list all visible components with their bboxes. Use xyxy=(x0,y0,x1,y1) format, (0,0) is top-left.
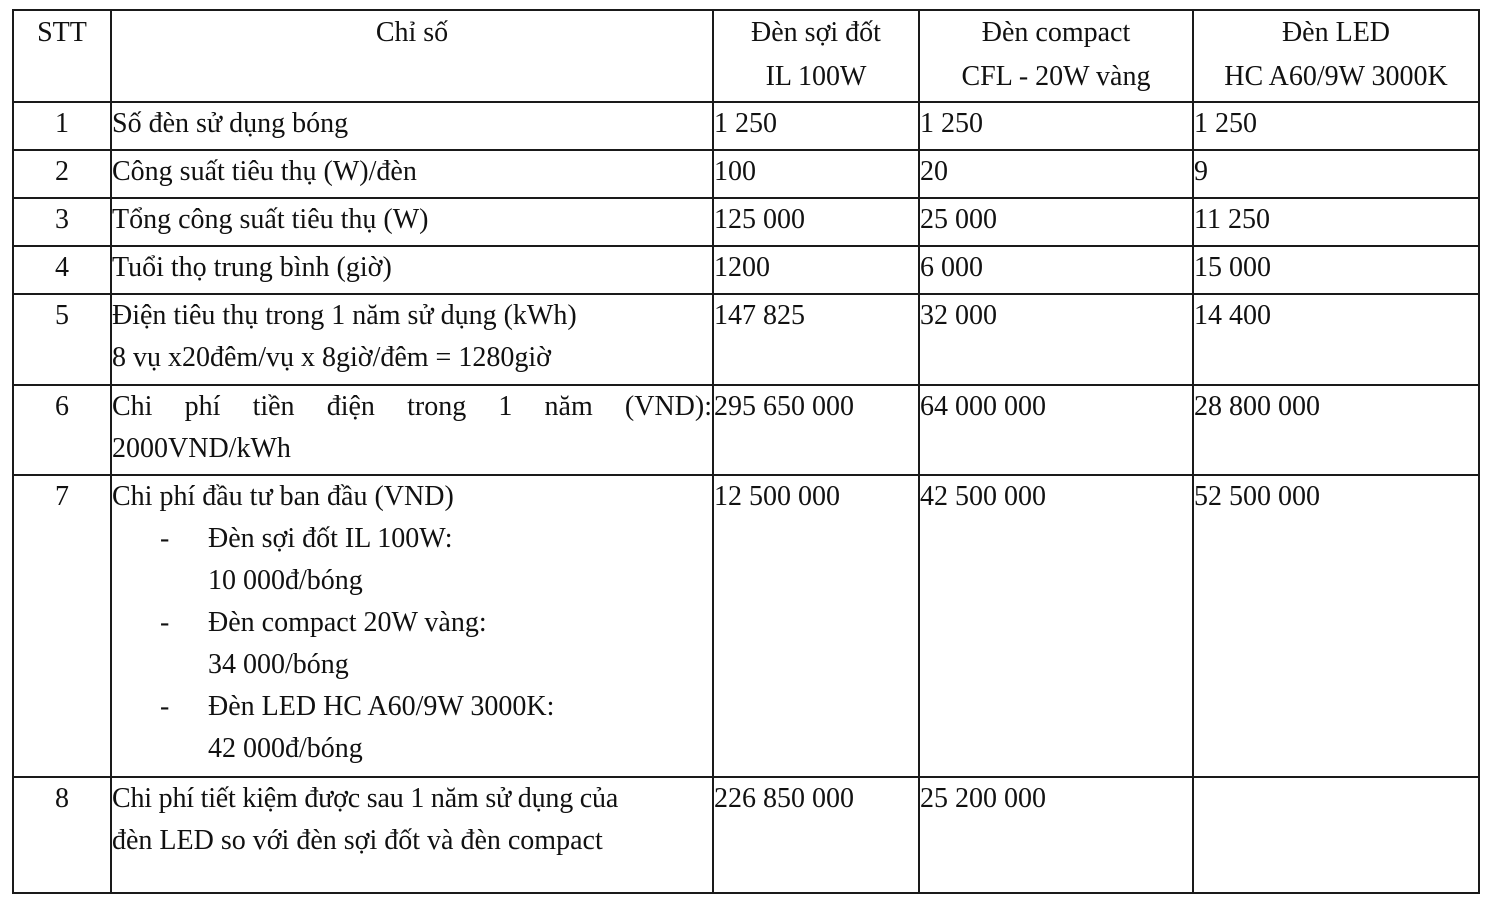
label-line: 8 vụ x20đêm/vụ x 8giờ/đêm = 1280giờ xyxy=(112,342,551,373)
value-led: 11 250 xyxy=(1193,198,1479,246)
value-led: 28 800 000 xyxy=(1193,385,1479,475)
table-row xyxy=(13,198,1479,246)
value-compact: 1 250 xyxy=(919,102,1193,150)
dash-bullet: - xyxy=(160,607,170,638)
stt-cell: 5 xyxy=(13,294,111,385)
stt-cell: 8 xyxy=(13,777,111,893)
label-cell: Tổng công suất tiêu thụ (W) xyxy=(111,198,713,246)
table-row xyxy=(13,294,1479,385)
item-line: 10 000đ/bóng xyxy=(208,565,363,596)
dash-bullet: - xyxy=(160,523,170,554)
value-led: 14 400 xyxy=(1193,294,1479,385)
value-incandescent: 1 250 xyxy=(713,102,919,150)
value-compact: 20 xyxy=(919,150,1193,198)
stt-cell: 4 xyxy=(13,246,111,294)
value-incandescent: 295 650 000 xyxy=(713,385,919,475)
value-incandescent: 125 000 xyxy=(713,198,919,246)
header-compact: Đèn compact CFL - 20W vàng xyxy=(919,10,1193,102)
label-line: Chi phí đầu tư ban đầu (VND) xyxy=(112,481,454,512)
header-row xyxy=(13,10,1479,102)
item-line: 42 000đ/bóng xyxy=(208,733,363,764)
label-cell: Công suất tiêu thụ (W)/đèn xyxy=(111,150,713,198)
header-incandescent: Đèn sợi đốt IL 100W xyxy=(713,10,919,102)
dash-bullet: - xyxy=(160,691,170,722)
stt-cell: 7 xyxy=(13,475,111,777)
value-incandescent: 1200 xyxy=(713,246,919,294)
label-line: Chi phí tiền điện trong 1 năm (VND): xyxy=(112,391,712,422)
value-led: 9 xyxy=(1193,150,1479,198)
label-cell xyxy=(111,385,713,475)
value-compact: 42 500 000 xyxy=(919,475,1193,777)
value-led: 1 250 xyxy=(1193,102,1479,150)
stt-cell: 1 xyxy=(13,102,111,150)
value-incandescent: 226 850 000 xyxy=(713,777,919,893)
stt-cell: 6 xyxy=(13,385,111,475)
item-line: Đèn LED HC A60/9W 3000K: xyxy=(208,691,555,722)
item-line: Đèn compact 20W vàng: xyxy=(208,607,487,638)
comparison-table xyxy=(12,9,1480,894)
label-cell: Số đèn sử dụng bóng xyxy=(111,102,713,150)
table-row xyxy=(13,777,1479,893)
value-led xyxy=(1193,777,1479,893)
value-led: 52 500 000 xyxy=(1193,475,1479,777)
item-line: 34 000/bóng xyxy=(208,649,349,680)
value-incandescent: 147 825 xyxy=(713,294,919,385)
value-incandescent: 100 xyxy=(713,150,919,198)
value-compact: 64 000 000 xyxy=(919,385,1193,475)
label-line: Điện tiêu thụ trong 1 năm sử dụng (kWh) xyxy=(112,300,577,331)
cost-list xyxy=(112,518,712,770)
value-compact: 25 200 000 xyxy=(919,777,1193,893)
value-compact: 6 000 xyxy=(919,246,1193,294)
table-row xyxy=(13,102,1479,150)
label-line: đèn LED so với đèn sợi đốt và đèn compact xyxy=(112,825,603,856)
label-cell xyxy=(111,475,713,777)
header-stt: STT xyxy=(13,10,111,102)
label-line: Chi phí tiết kiệm được sau 1 năm sử dụng của xyxy=(112,783,619,814)
value-compact: 25 000 xyxy=(919,198,1193,246)
table-row xyxy=(13,150,1479,198)
header-led: Đèn LED HC A60/9W 3000K xyxy=(1193,10,1479,102)
label-cell xyxy=(111,294,713,385)
label-cell: Tuổi thọ trung bình (giờ) xyxy=(111,246,713,294)
value-incandescent: 12 500 000 xyxy=(713,475,919,777)
list-item xyxy=(112,518,712,602)
list-item xyxy=(112,602,712,686)
label-cell xyxy=(111,777,713,893)
stt-cell: 2 xyxy=(13,150,111,198)
value-led: 15 000 xyxy=(1193,246,1479,294)
label-line: 2000VND/kWh xyxy=(112,433,291,464)
list-item xyxy=(112,686,712,770)
header-chi-so: Chỉ số xyxy=(111,10,713,102)
table-row xyxy=(13,475,1479,777)
table-row xyxy=(13,385,1479,475)
value-compact: 32 000 xyxy=(919,294,1193,385)
item-line: Đèn sợi đốt IL 100W: xyxy=(208,523,453,554)
stt-cell: 3 xyxy=(13,198,111,246)
table-row xyxy=(13,246,1479,294)
